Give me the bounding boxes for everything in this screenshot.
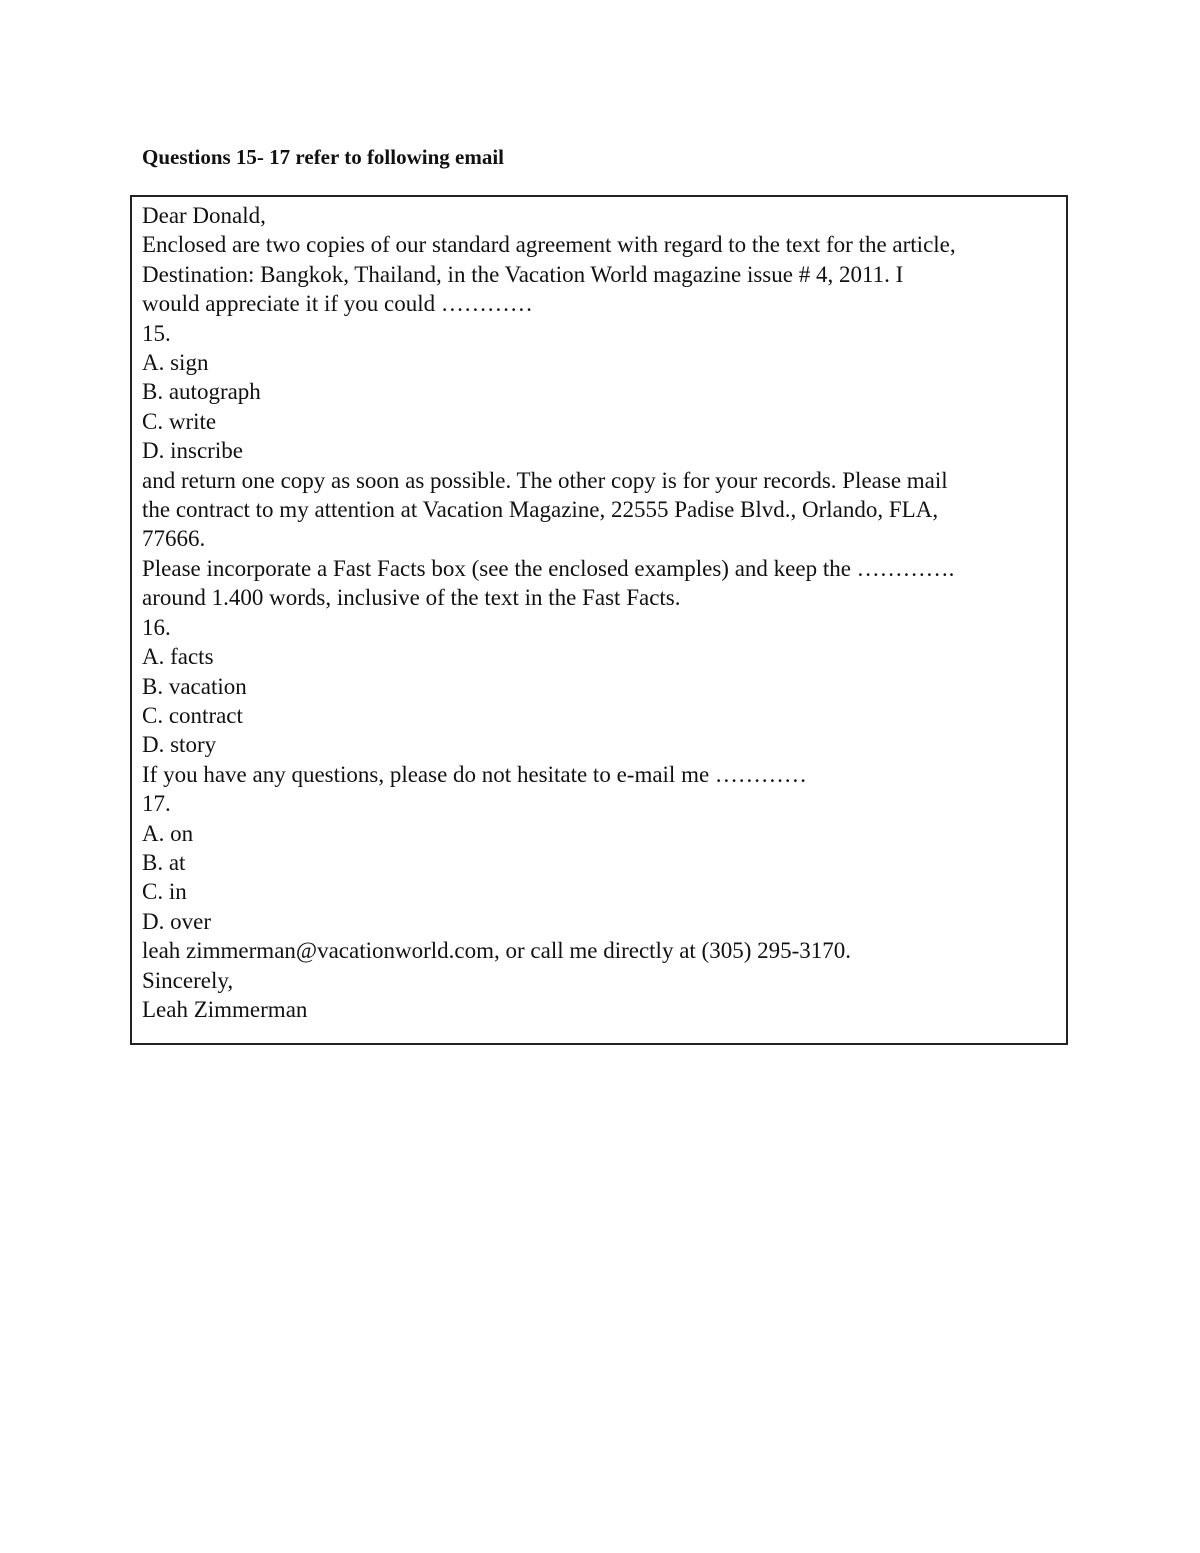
question-15-option-b: B. autograph bbox=[142, 379, 261, 405]
questions-heading: Questions 15- 17 refer to following email bbox=[142, 145, 505, 169]
question-15-option-c: C. write bbox=[142, 408, 217, 434]
question-17-option-d: D. over bbox=[142, 908, 211, 934]
question-17-option-b: B. at bbox=[142, 849, 186, 875]
question-16-option-a: A. facts bbox=[142, 644, 214, 670]
question-17-number: 17. bbox=[142, 791, 171, 817]
email-paragraph-line: the contract to my attention at Vacation Magazine, 22555 Padise Blvd., Orlando, FLA, bbox=[142, 497, 939, 523]
question-15-number: 15. bbox=[142, 320, 171, 346]
question-16-number: 16. bbox=[142, 614, 171, 640]
email-paragraph-line: Enclosed are two copies of our standard agreement with regard to the text for the article, bbox=[142, 232, 956, 258]
email-paragraph-line: Please incorporate a Fast Facts box (see the enclosed examples) and keep the …………. bbox=[142, 555, 955, 581]
question-16-option-b: B. vacation bbox=[142, 673, 247, 699]
email-contact-line: leah zimmerman@vacationworld.com, or call me directly at (305) 295-3170. bbox=[142, 938, 852, 964]
email-paragraph-line: 77666. bbox=[142, 526, 206, 552]
email-paragraph-line: and return one copy as soon as possible. The other copy is for your records. Please mail bbox=[142, 467, 948, 493]
email-box bbox=[130, 195, 1068, 1045]
question-17-option-a: A. on bbox=[142, 820, 194, 846]
email-signature: Leah Zimmerman bbox=[142, 996, 308, 1022]
email-paragraph-line: around 1.400 words, inclusive of the text in the Fast Facts. bbox=[142, 585, 681, 611]
question-17-option-c: C. in bbox=[142, 879, 187, 905]
email-greeting: Dear Donald, bbox=[142, 203, 266, 228]
email-closing: Sincerely, bbox=[142, 967, 234, 993]
email-paragraph-line: Destination: Bangkok, Thailand, in the Vacation World magazine issue # 4, 2011. I bbox=[142, 261, 904, 287]
email-paragraph-line: would appreciate it if you could ………… bbox=[142, 291, 533, 317]
question-16-option-c: C. contract bbox=[142, 702, 243, 728]
question-15-option-d: D. inscribe bbox=[142, 438, 243, 464]
question-15-option-a: A. sign bbox=[142, 350, 209, 376]
email-paragraph-line: If you have any questions, please do not hesitate to e-mail me ………… bbox=[142, 761, 807, 787]
question-16-option-d: D. story bbox=[142, 732, 217, 758]
